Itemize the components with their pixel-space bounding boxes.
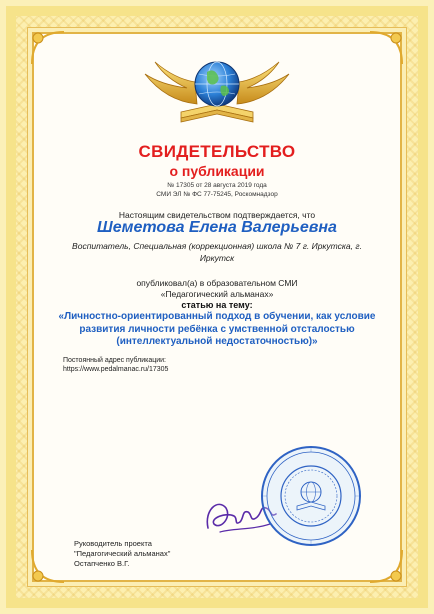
published-text: опубликовал(а) в образовательном СМИ [136, 278, 298, 288]
article-topic: «Личностно-ориентированный подход в обучении, как условие развития личности ребёнка с умственной отсталостью (интеллектуальной недостаточностью)» [58, 311, 376, 347]
publication-url[interactable]: https://www.pedalmanac.ru/17305 [63, 366, 169, 373]
recipient-position: Воспитатель, Специальная (коррекционная) школа № 7 г. Иркутска, г. Иркутск [72, 241, 362, 263]
certificate-number: № 17305 от 28 августа 2019 года [167, 182, 267, 189]
address-label: Постоянный адрес публикации: [63, 357, 167, 364]
signatory-organization: "Педагогический альманах" [74, 549, 171, 558]
certificate-subtitle: о публикации [169, 163, 265, 179]
round-seal-stamp-icon [259, 444, 363, 548]
signatory-name: Остапченко В.Г. [74, 559, 130, 568]
topic-label: статью на тему: [181, 300, 253, 310]
ornament-corner-icon [366, 28, 406, 68]
confirm-text: Настоящим свидетельством подтверждается, что [118, 210, 316, 220]
globe-book-emblem-icon [137, 52, 297, 128]
journal-name: «Педагогический альманах» [160, 289, 274, 299]
signatory-role: Руководитель проекта [74, 539, 152, 548]
ornament-corner-icon [366, 546, 406, 586]
recipient-name: Шеметова Елена Валерьевна [97, 219, 337, 236]
registration-line: СМИ ЭЛ № ФС 77-75245, Роскомнадзор [156, 191, 278, 198]
ornament-corner-icon [28, 28, 68, 68]
ornament-corner-icon [28, 546, 68, 586]
certificate-title: СВИДЕТЕЛЬСТВО [138, 142, 296, 161]
